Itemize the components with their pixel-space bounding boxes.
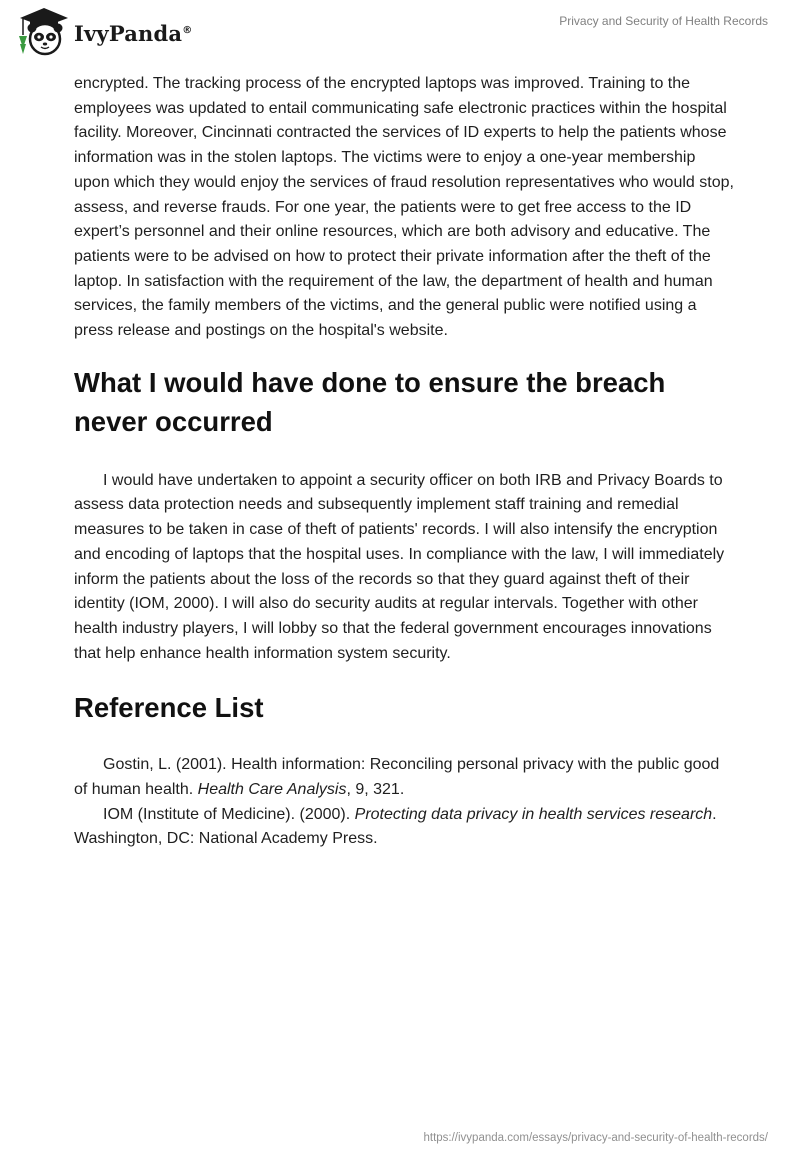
logo-wordmark: IvyPanda®	[74, 20, 193, 46]
section-heading-breach: What I would have done to ensure the breach never occurred	[74, 366, 666, 437]
body-paragraph: I would have undertaken to appoint a security officer on both IRB and Privacy Boards to assess data protection needs and subsequently implement staff training and remedial measures to be taken in case of theft of patients' records. I will also intensify the encryption and encoding of laptops that the hospital uses. In compliance with the law, I will immediately inform the patients about the loss of the records so that they guard against theft of their identity (IOM, 2000). I will also do security audits at regular intervals. Together with other health industry players, I will lobby so that the federal government encourages innovations that help enhance health information system security.	[74, 471, 725, 662]
panda-graduate-icon	[14, 6, 72, 56]
ivypanda-logo[interactable]	[14, 6, 192, 56]
page-header	[0, 0, 800, 60]
footer-url[interactable]: https://ivypanda.com/essays/privacy-and-security-of-health-records/	[423, 1132, 768, 1144]
body-paragraph: encrypted. The tracking process of the encrypted laptops was improved. Training to the employees was updated to entail communicating safe electronic practices within the hospital facility. Moreover, Cincinnati contracted the services of ID experts to help the patients whose information was in the stolen laptops. The victims were to enjoy a one-year membership upon which they would enjoy the services of fraud resolution representatives who would stop, assess, and reverse frauds. For one year, the patients were to get free access to the ID expert’s personnel and their online resources, which are both advisory and educative. The patients were to be advised on how to protect their private information after the theft of the laptop. In satisfaction with the requirement of the law, the department of health and human services, the family members of the victims, and the general public were notified using a press release and postings on the hospital's website.	[74, 75, 734, 340]
reference-entry: Gostin, L. (2001). Health information: Reconciling personal privacy with the public good of human health. Health Care Analysis, 9, 321.	[74, 756, 720, 799]
section-heading-references: Reference List	[74, 692, 264, 724]
essay-content	[74, 72, 734, 852]
reference-entry: IOM (Institute of Medicine). (2000). Protecting data privacy in health services research. Washington, DC: National Academy Press.	[74, 805, 717, 848]
document-title: Privacy and Security of Health Records	[559, 14, 768, 28]
